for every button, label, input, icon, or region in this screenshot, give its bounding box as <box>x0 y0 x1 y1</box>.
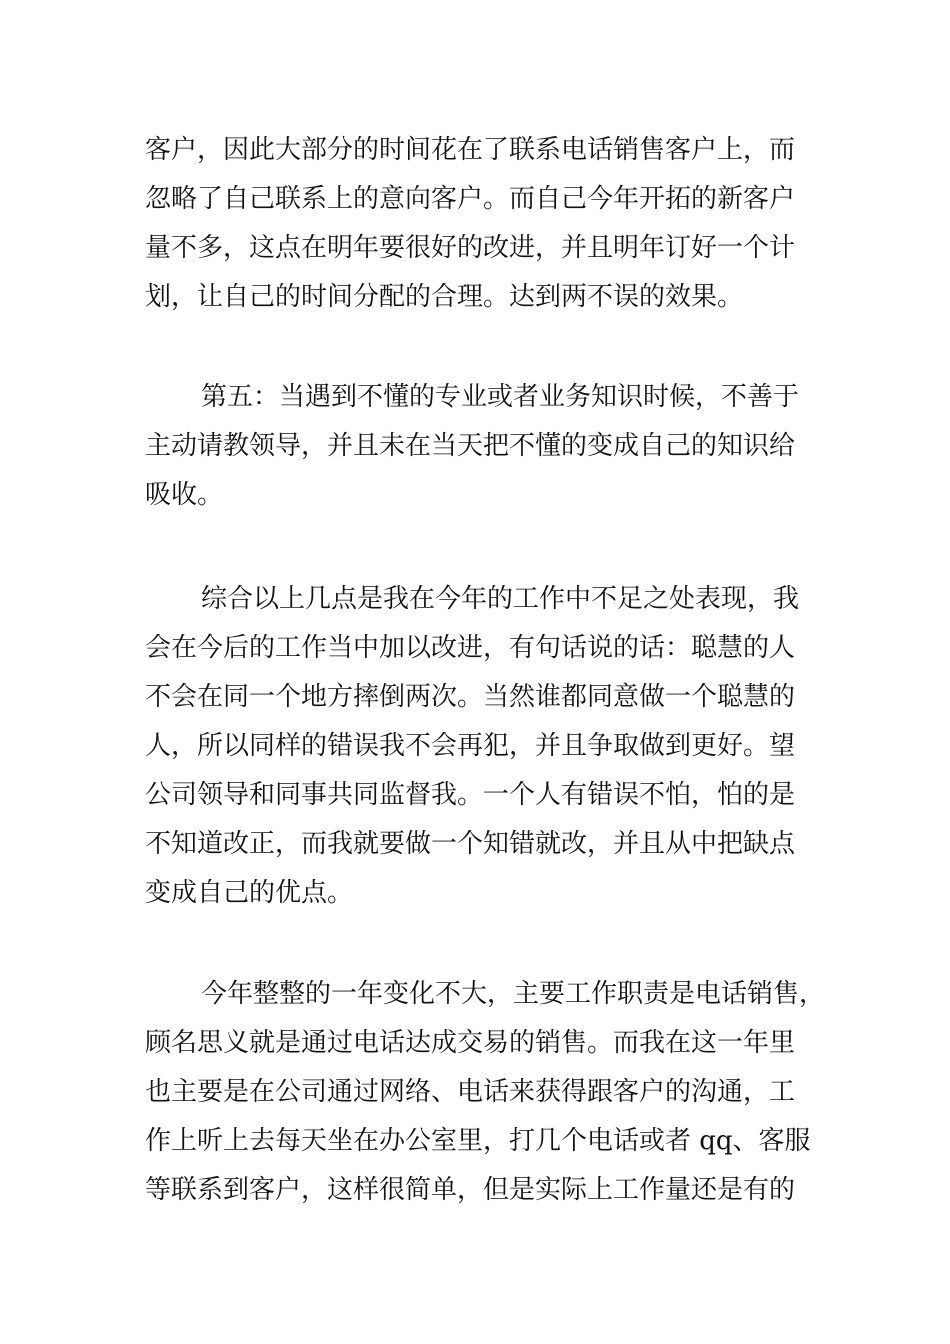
paragraph-year-review <box>145 970 845 1215</box>
paragraph-point-five <box>145 373 845 520</box>
text-line: 主动请教领导，并且未在当天把不懂的变成自己的知识给 <box>145 431 796 461</box>
text-line: 也主要是在公司通过网络、电话来获得跟客户的沟通，工 <box>145 1077 796 1107</box>
text-line: 作上听上去每天坐在办公室里，打几个电话或者 qq、客服 <box>145 1126 811 1156</box>
paragraph-continuation <box>145 126 845 322</box>
text-line: 量不多，这点在明年要很好的改进，并且明年订好一个计 <box>145 233 796 263</box>
text-line: 等联系到客户，这样很简单，但是实际上工作量还是有的 <box>145 1175 796 1205</box>
text-line: 顾名思义就是通过电话达成交易的销售。而我在这一年里 <box>145 1028 796 1058</box>
text-line: 公司领导和同事共同监督我。一个人有错误不怕，怕的是 <box>145 780 796 810</box>
text-line: 人，所以同样的错误我不会再犯，并且争取做到更好。望 <box>145 731 796 761</box>
text-line: 第五：当遇到不懂的专业或者业务知识时候，不善于 <box>201 382 800 412</box>
text-line: 不会在同一个地方摔倒两次。当然谁都同意做一个聪慧的 <box>145 682 796 712</box>
text-line: 会在今后的工作当中加以改进，有句话说的话：聪慧的人 <box>145 633 796 663</box>
text-line: 今年整整的一年变化不大，主要工作职责是电话销售， <box>201 979 826 1009</box>
text-line: 忽略了自己联系上的意向客户。而自己今年开拓的新客户 <box>145 184 796 214</box>
text-line: 不知道改正，而我就要做一个知错就改，并且从中把缺点 <box>145 829 796 859</box>
text-line: 变成自己的优点。 <box>145 878 354 908</box>
paragraph-summary <box>145 575 845 918</box>
text-line: 划，让自己的时间分配的合理。达到两不误的效果。 <box>145 282 744 312</box>
text-line: 综合以上几点是我在今年的工作中不足之处表现，我 <box>201 584 800 614</box>
text-line: 客户，因此大部分的时间花在了联系电话销售客户上，而 <box>145 135 796 165</box>
text-line: 吸收。 <box>145 480 224 510</box>
